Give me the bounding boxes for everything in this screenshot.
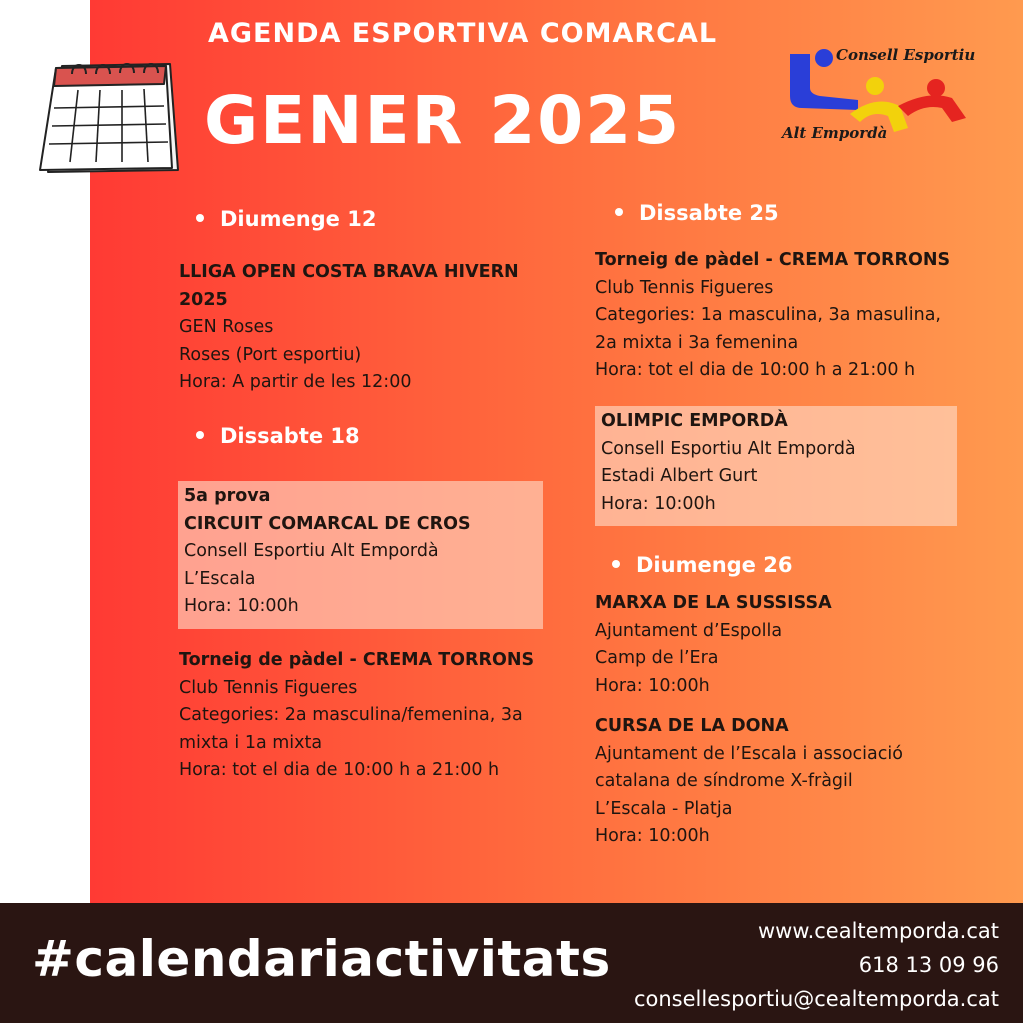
event-categories-cont: 2a mixta i 3a femenina — [595, 332, 799, 353]
phone-number[interactable]: 618 13 09 96 — [858, 953, 999, 977]
logo-text-line1: Consell Esportiu — [836, 46, 976, 64]
event-lliga-open — [179, 259, 559, 397]
event-marxa — [595, 590, 995, 700]
day-label: Dissabte 18 — [220, 424, 360, 448]
email-link[interactable]: consellesportiu@cealtemporda.cat — [633, 987, 999, 1011]
day-heading-diumenge-12 — [196, 207, 376, 231]
event-olimpic-box — [595, 406, 957, 526]
event-categories: Categories: 2a masculina/femenina, 3a — [179, 705, 523, 725]
event-title: LLIGA OPEN COSTA BRAVA HIVERN — [179, 262, 519, 282]
event-pretitle: 5a prova — [184, 486, 271, 506]
event-organizer: Consell Esportiu Alt Empordà — [601, 438, 856, 459]
contact-info — [634, 914, 999, 1016]
event-title: CIRCUIT COMARCAL DE CROS — [184, 513, 471, 534]
event-time: Hora: 10:00h — [601, 493, 716, 514]
event-organizer: Consell Esportiu Alt Empordà — [184, 541, 439, 561]
page-title: GENER 2025 — [204, 82, 682, 159]
consell-esportiu-logo — [780, 36, 980, 152]
website-link[interactable]: www.cealtemporda.cat — [757, 919, 999, 943]
day-heading-dissabte-18 — [196, 424, 360, 448]
day-heading-dissabte-25 — [615, 201, 779, 225]
event-organizer: Ajuntament de l’Escala i associació — [595, 743, 903, 764]
event-padel-25 — [595, 247, 995, 385]
event-place: Estadi Albert Gurt — [601, 466, 758, 486]
event-organizer: GEN Roses — [179, 317, 274, 337]
day-label: Diumenge 12 — [220, 207, 377, 231]
event-place: Camp de l’Era — [595, 648, 719, 668]
event-padel-18 — [179, 647, 564, 785]
event-title: MARXA DE LA SUSSISSA — [595, 593, 832, 613]
event-organizer: Club Tennis Figueres — [595, 277, 774, 298]
event-organizer-cont: catalana de síndrome X-fràgil — [595, 771, 853, 791]
day-label: Dissabte 25 — [639, 201, 779, 225]
event-place: Roses (Port esportiu) — [179, 344, 362, 365]
event-title: Torneig de pàdel - CREMA TORRONS — [179, 650, 535, 670]
event-organizer: Ajuntament d’Espolla — [595, 620, 783, 641]
event-time: Hora: tot el dia de 10:00 h a 21:00 h — [595, 360, 916, 380]
logo-graphic — [780, 36, 980, 152]
calendar-icon — [18, 52, 188, 182]
event-title-cont: 2025 — [179, 289, 228, 310]
event-time: Hora: A partir de les 12:00 — [179, 372, 412, 392]
event-time: Hora: 10:00h — [595, 826, 710, 846]
hashtag: #calendariactivitats — [32, 930, 611, 988]
event-title: CURSA DE LA DONA — [595, 716, 789, 736]
event-cursa-dona — [595, 713, 995, 851]
event-title: OLIMPIC EMPORDÀ — [601, 411, 788, 431]
logo-text-line2: Alt Empordà — [782, 124, 888, 142]
event-place: L’Escala — [184, 568, 256, 589]
event-time: Hora: tot el dia de 10:00 h a 21:00 h — [179, 760, 500, 780]
event-organizer: Club Tennis Figueres — [179, 677, 358, 698]
event-time: Hora: 10:00h — [595, 675, 710, 696]
event-time: Hora: 10:00h — [184, 596, 299, 616]
event-categories-cont: mixta i 1a mixta — [179, 732, 323, 753]
day-heading-diumenge-26 — [612, 553, 792, 577]
agenda-subtitle: AGENDA ESPORTIVA COMARCAL — [208, 18, 718, 49]
day-label: Diumenge 26 — [636, 553, 793, 577]
event-cros-box — [178, 481, 543, 629]
event-categories: Categories: 1a masculina, 3a masulina, — [595, 305, 941, 325]
event-place: L’Escala - Platja — [595, 798, 733, 819]
event-title: Torneig de pàdel - CREMA TORRONS — [595, 250, 951, 270]
